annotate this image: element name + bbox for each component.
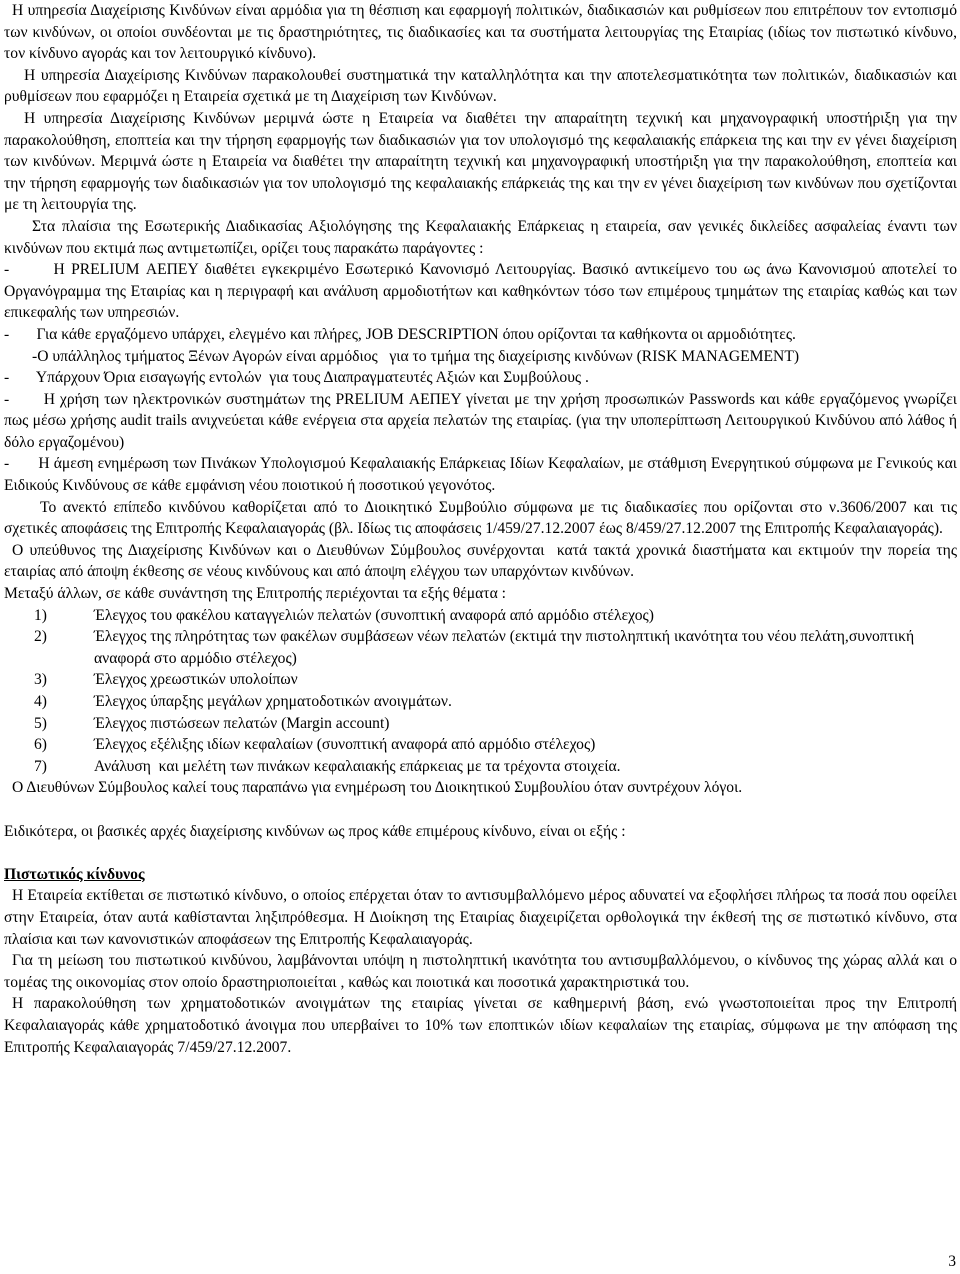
list-item <box>4 626 957 669</box>
list-item <box>4 734 957 756</box>
list-item-text: Ανάλυση και μελέτη των πινάκων κεφαλαιακής επάρκειας με τα τρέχοντα στοιχεία. <box>94 757 621 775</box>
paragraph: Το ανεκτό επίπεδο κινδύνου καθορίζεται από το Διοικητικό Συμβούλιο σύμφωνα με τις διαδικασίες που ορίζονται στο ν.3606/2007 και τις σχετικές αποφάσεις της Επιτροπής Κεφαλαιαγοράς (βλ. Ιδίως τις αποφάσεις 1/459/27.12.2007 έως 8/459/27.12.2007 της Επιτροπής Κεφαλαιαγοράς). <box>4 498 957 538</box>
list-item-number: 3) <box>34 671 47 689</box>
list-item-number: 5) <box>34 714 47 732</box>
list-item-text: Έλεγχος πιστώσεων πελατών (Margin account) <box>94 714 390 732</box>
document-page <box>4 0 957 1058</box>
list-item <box>4 691 957 713</box>
list-item-number: 7) <box>34 757 47 775</box>
bullet-paragraph: - Η χρήση των ηλεκτρονικών συστημάτων της PRELIUM ΑΕΠΕΥ γίνεται με την χρήση προσωπικών Passwords και κάθε εργαζόμενος γνωρίζει πως μέσω χρήσης audit trails ανιχνεύεται κάθε ενέργεια στα αρχεία πελατών της εταιρίας. (για την υποπερίπτωση Λειτουργικού Κινδύνου από λάθος ή δόλο εργαζομένου) <box>4 390 957 451</box>
paragraph: Ο υπεύθυνος της Διαχείρισης Κινδύνων και ο Διευθύνων Σύμβουλος συνέρχονται κατά τακτά χρονικά διαστήματα και εκτιμούν την πορεία της εταιρίας από άποψη έκθεσης σε νέους κινδύνους και από άποψη ελέγχου των υπαρχόντων κινδύνων. <box>4 541 957 581</box>
list-item-text: Έλεγχος εξέλιξης ιδίων κεφαλαίων (συνοπτική αναφορά από αρμόδιο στέλεχος) <box>94 736 596 754</box>
page-number: 3 <box>948 1253 956 1270</box>
paragraph: -Ο υπάλληλος τμήματος Ξένων Αγορών είναι αρμόδιος για το τμήμα της διαχείρισης κινδύνων (RISK MANAGEMENT) <box>32 347 800 365</box>
list-item-text: Έλεγχος ύπαρξης μεγάλων χρηματοδοτικών ανοιγμάτων. <box>94 693 452 710</box>
paragraph: Ο Διευθύνων Σύμβουλος καλεί τους παραπάνω για ενημέρωση του Διοικητικού Συμβουλίου όταν συντρέχουν λόγοι. <box>12 779 743 797</box>
list-item <box>4 669 957 691</box>
spacer <box>4 842 957 864</box>
paragraph: Ειδικότερα, οι βασικές αρχές διαχείρισης κινδύνων ως προς κάθε επιμέρους κίνδυνο, είναι οι εξής : <box>4 822 626 840</box>
list-item-number: 2) <box>34 628 47 646</box>
bullet-paragraph: - Η άμεση ενημέρωση των Πινάκων Υπολογισμού Κεφαλαιακής Επάρκειας Ιδίων Κεφαλαίων, με στάθμιση Ενεργητικού σύμφωνα με Γενικούς και Ειδικούς Κινδύνους σε κάθε εμφάνιση νέου ποιοτικού ή ποσοτικού γεγονότος. <box>4 455 957 495</box>
paragraph: Μεταξύ άλλων, σε κάθε συνάντηση της Επιτροπής περιέχονται τα εξής θέματα : <box>4 585 506 603</box>
paragraph: Για τη μείωση του πιστωτικού κινδύνου, λαμβάνονται υπόψη η πιστοληπτική ικανότητα του αντισυμβαλλόμενου, ο κίνδυνος της χώρας αλλά και ο τομέας της οικονομίας στον οποίο δραστηριοποιείται , καθώς και ποιοτικά και ποσοτικά χαρακτηριστικά του. <box>4 952 957 991</box>
bullet-paragraph: - Υπάρχουν Όρια εισαγωγής εντολών για τους Διαπραγματευτές Αξιών και Συμβούλους . <box>4 369 589 387</box>
bullet-paragraph: - Η PRELIUM ΑΕΠΕΥ διαθέτει εγκεκριμένο Εσωτερικό Κανονισμό Λειτουργίας. Βασικό αντικείμενο του ως άνω Κανονισμού αποτελεί το Οργανόγραμμα της Εταιρίας και η περιγραφή και ανάλυση αρμοδιοτήτων και καθηκόντων τόσο των επιμέρους τμημάτων της εταιρίας καθώς και των επικεφαλής των υπηρεσιών. <box>4 261 957 322</box>
list-item-text: Έλεγχος του φακέλου καταγγελιών πελατών (συνοπτική αναφορά από αρμόδιο στέλεχος) <box>94 606 654 624</box>
list-item-text: Έλεγχος χρεωστικών υπολοίπων <box>94 671 298 689</box>
paragraph: Η υπηρεσία Διαχείρισης Κινδύνων μεριμνά ώστε η Εταιρεία να διαθέτει την απαραίτητη τεχνική και μηχανογραφική υποστήριξη για την παρακολούθηση, εποπτεία και την τήρηση εφαρμογής των διαδικασιών για τον υπολογισμό της κεφαλαιακής επάρκεια της και την εν γένει διαχείριση των κινδύνων. Μεριμνά ώστε η Εταιρεία να διαθέτει την απαραίτητη τεχνική και μηχανογραφική υποστήριξη για την παρακολούθηση, εποπτεία και την τήρηση εφαρμογής των διαδικασιών για τον υπολογισμό της κεφαλαιακής επάρκειάς της και την εν γένει διαχείριση των κινδύνων που σχετίζονται με τη λειτουργία της. <box>4 109 957 214</box>
list-item <box>4 713 957 735</box>
paragraph: Η υπηρεσία Διαχείρισης Κινδύνων παρακολουθεί συστηματικά την καταλληλότητα και την αποτελεσματικότητα των πολιτικών, διαδικασιών και ρυθμίσεων που εφαρμόζει η Εταιρεία σχετικά με τη Διαχείριση των Κινδύνων. <box>4 66 957 106</box>
list-item-text: Έλεγχος της πληρότητας των φακέλων συμβάσεων νέων πελατών (εκτιμά την πιστοληπτική ικανότητα του νέου πελάτη,συνοπτική αναφορά στο αρμόδιο στέλεχος) <box>94 628 915 667</box>
list-item <box>4 605 957 627</box>
bullet-paragraph: - Για κάθε εργαζόμενο υπάρχει, ελεγμένο και πλήρες, JOB DESCRIPTION όπου ορίζονται τα καθήκοντα οι αρμοδιότητες. <box>4 325 796 343</box>
section-heading: Πιστωτικός κίνδυνος <box>4 865 145 883</box>
agenda-list <box>4 605 957 778</box>
spacer <box>4 799 957 821</box>
list-item-number: 6) <box>34 736 47 754</box>
list-item <box>4 756 957 778</box>
list-item-number: 4) <box>34 693 47 710</box>
paragraph: Στα πλαίσια της Εσωτερικής Διαδικασίας Αξιολόγησης της Κεφαλαιακής Επάρκειας η εταιρεία, σαν γενικές δικλείδες ασφαλείας έναντι των κινδύνων που εκτιμά πως αντιμετωπίζει, ορίζει τους παρακάτω παράγοντες : <box>4 217 957 257</box>
paragraph: Η παρακολούθηση των χρηματοδοτικών ανοιγμάτων της εταιρίας γίνεται σε καθημερινή βάση, ενώ γνωστοποιείται προς την Επιτροπή Κεφαλαιαγοράς κάθε χρηματοδοτικό άνοιγμα που υπερβαίνει το 10% των εποπτικών ιδίων κεφαλαίων της εταιρίας, σύμφωνα με την απόφαση της Επιτροπής Κεφαλαιαγοράς 7/459/27.12.2007. <box>4 995 957 1056</box>
paragraph: Η υπηρεσία Διαχείρισης Κινδύνων είναι αρμόδια για τη θέσπιση και εφαρμογή πολιτικών, διαδικασιών και ρυθμίσεων που επιτρέπουν τον εντοπισμό των κινδύνων, οι οποίοι συνδέονται με τις δραστηριότητες, τις διαδικασίες και τα συστήματα λειτουργίας της Εταιρίας (ιδίως τον πιστωτικό κίνδυνο, τον κίνδυνο αγοράς και τον λειτουργικό κίνδυνο). <box>4 2 957 63</box>
list-item-number: 1) <box>34 606 47 624</box>
paragraph: Η Εταιρεία εκτίθεται σε πιστωτικό κίνδυνο, ο οποίος επέρχεται όταν το αντισυμβαλλόμενο μέρος αδυνατεί να εξοφλήσει πλήρως τα ποσά που οφείλει στην Εταιρεία, όταν αυτά καθίστανται ληξιπρόθεσμα. Η Διοίκηση της Εταιρίας διαχειρίζεται ορθολογικά την έκθεσή της σε πιστωτικό κίνδυνο, στα πλαίσια και των κανονιστικών αποφάσεων της Επιτροπής Κεφαλαιαγοράς. <box>4 887 957 948</box>
